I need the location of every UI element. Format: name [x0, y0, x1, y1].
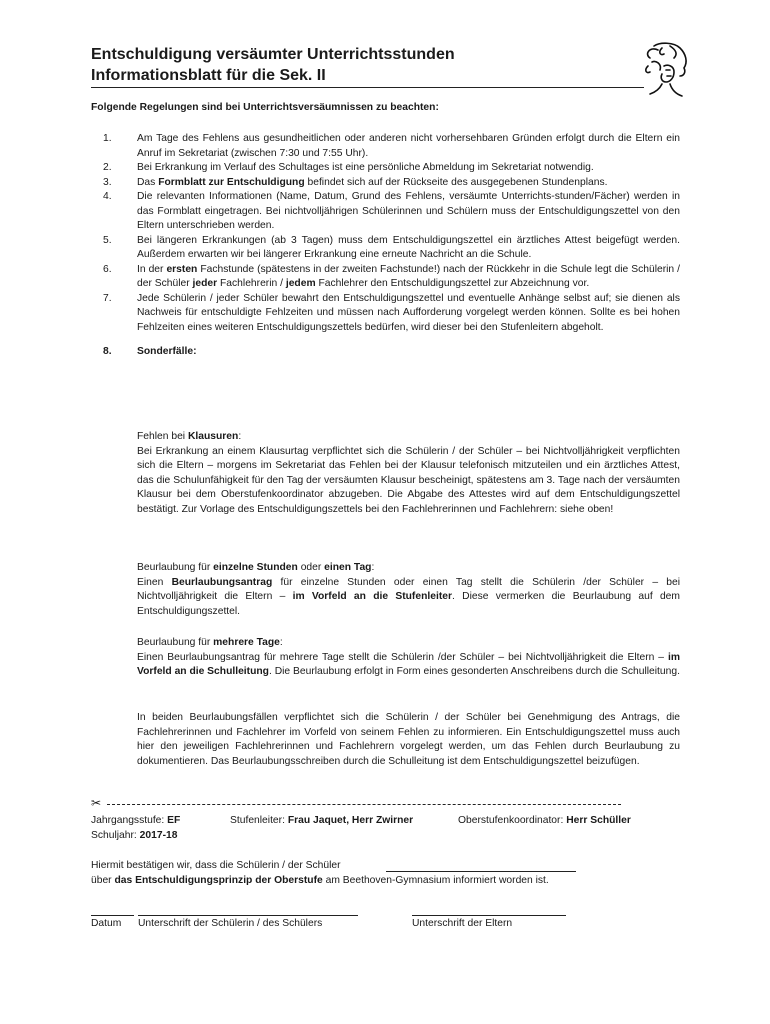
- rule-item: [91, 263, 680, 292]
- text-span: Beurlaubung für: [137, 637, 214, 648]
- rule-item: [91, 292, 680, 336]
- bold-text-span: im Vorfeld an die Stufenleiter: [292, 591, 452, 602]
- text-span: Fehlen bei: [137, 431, 188, 442]
- confirm-line-2: [91, 875, 549, 886]
- confirm-text-2-bold: das Entschuldigungsprinzip der Oberstufe: [114, 875, 323, 886]
- text-span: :: [279, 637, 283, 648]
- confirm-text-2-pre: über: [91, 875, 115, 886]
- scissors-icon: ✂: [91, 796, 102, 810]
- text-span: Einen: [137, 576, 172, 588]
- document-title: [91, 44, 643, 86]
- text-span: Bei Erkrankung an einem Klausurtag verpflichtet sich die Schülerin / der Schüler – bei Nichtvolljährigkeit verpflichten sich die Eltern – morgens im Sekretariat das Fehlen bei der Klausur telefonisch mitzuteilen und ein ärztliches Attest, das die Schulunfähigkeit für den Tag der versäumten Klausur bescheinigt, spätestens am 3. Tage nach der versäumten Klausur bei dem Oberstufenkoordinator abzugeben. Die Abgabe des Attestes wird auf dem Entschuldigungszettel bestätigt. Zur Vorlage des Entschuldigungszettels bei den Fachlehrerinnen und Fachlehrern: siehe oben!: [137, 445, 680, 515]
- rule-item: [91, 132, 680, 161]
- section-klausuren: [137, 430, 680, 517]
- text-span: :: [371, 562, 375, 573]
- rule-number: 5.: [103, 234, 112, 246]
- title-line-2: Informationsblatt für die Sek. II: [91, 67, 326, 84]
- text-span: für einzelne Stunden oder einen Tag stellt die Schülerin /der Schüler – bei Nichtvolljährigkeit die Eltern –: [137, 576, 681, 602]
- text-span: In beiden Beurlaubungsfällen verpflichtet sich die Schülerin / der Schüler bei Genehmigung des Antrags, die Fachlehrerinnen und Fachlehrer im Vorfeld von seinem Fehlen zu informieren. Ein Entschuldigungszettel muss auch hier den jeweiligen Fachlehrerinnen und Fachlehrern vorgelegt werden, um das Fehlen durch Beurlaubung zu dokumentieren. Das Beurlaubungsschreiben durch die Schulleitung ist dem Entschuldigungszettel beizufügen.: [137, 712, 680, 767]
- rule-number: 3.: [103, 176, 112, 188]
- dashed-divider: [107, 804, 621, 805]
- student-name-field[interactable]: [386, 871, 576, 872]
- bold-text-span: Klausuren: [187, 431, 239, 442]
- koordinator-label: Oberstufenkoordinator:: [458, 815, 564, 826]
- rule-text: [137, 190, 680, 234]
- schuljahr-label: Schuljahr:: [91, 830, 137, 841]
- section-einzelne-stunden: [137, 561, 680, 619]
- bold-text-span: jedem: [285, 278, 316, 289]
- rule-item: [91, 161, 680, 176]
- text-span: Die relevanten Informationen (Name, Datum, Grund des Fehlens, versäumte Unterrichts-stunden/Fächer) werden in das Formblatt eingetragen. Bei nichtvolljährigen Schülerinnen und Schülern muss der Entschuldigungszettel von den Eltern unterschrieben werden.: [137, 191, 680, 231]
- student-signature-label: Unterschrift der Schülerin / des Schülers: [138, 918, 323, 929]
- jahrgang-row: [91, 815, 180, 826]
- rule-text: [137, 176, 680, 191]
- student-signature-line[interactable]: [138, 915, 358, 916]
- bold-text-span: einzelne Stunden: [213, 562, 298, 573]
- rule-number: 4.: [103, 191, 112, 202]
- rule-item: [91, 190, 680, 234]
- parents-signature-label: Unterschrift der Eltern: [412, 918, 513, 929]
- section-mehrere-tage: [137, 636, 680, 680]
- stufenleiter-value: Frau Jaquet, Herr Zwirner: [287, 815, 414, 826]
- rule-text: [137, 263, 680, 292]
- text-span: Bei Erkrankung im Verlauf des Schultages ist eine persönliche Abmeldung im Sekretariat notwendig.: [137, 162, 594, 173]
- datum-label: Datum: [91, 918, 122, 929]
- rule-item: [91, 234, 680, 263]
- rule-number: 8.: [103, 346, 112, 357]
- rule-text: [137, 161, 680, 176]
- text-span: In der: [137, 263, 167, 275]
- cut-line: [91, 796, 621, 811]
- bold-text-span: im Vorfeld an die Schulleitung: [137, 651, 680, 677]
- text-span: Fachstunde (spätestens in der zweiten Fachstunde!) nach der Rückkehr in die Schule legt die Schülerin / der Schüler: [137, 263, 680, 289]
- rule-number: 7.: [103, 292, 112, 304]
- title-underline: [91, 87, 644, 88]
- text-span: Bei längeren Erkrankungen (ab 3 Tagen) muss dem Entschuldigungszettel ein ärztliches Attest beigefügt werden. Außerdem erwarten wir bei längerer Erkrankung eine erneute Nachricht an die Schule.: [137, 234, 680, 260]
- text-span: Fachlehrer den Entschuldigungszettel zur Abzeichnung vor.: [315, 278, 590, 289]
- rule-item: [91, 176, 680, 191]
- special-cases-title: Sonderfälle:: [137, 346, 197, 357]
- intro-text: Folgende Regelungen sind bei Unterrichtsversäumnissen zu beachten:: [91, 102, 439, 113]
- special-cases-heading: [91, 345, 680, 360]
- jahrgang-label: Jahrgangsstufe:: [91, 815, 165, 826]
- parents-signature-line[interactable]: [412, 915, 566, 916]
- text-span: . Die Beurlaubung erfolgt in Form eines gesonderten Anschreibens durch die Schulleitung.: [268, 666, 680, 677]
- bold-text-span: mehrere Tage: [213, 637, 280, 648]
- rule-text: [137, 292, 680, 336]
- stufenleiter-row: [230, 815, 413, 826]
- confirm-text-2-post: am Beethoven-Gymnasium informiert worden ist.: [322, 875, 549, 886]
- bold-text-span: ersten: [166, 263, 198, 275]
- rule-text: [137, 132, 680, 161]
- text-span: . Diese vermerken die Beurlaubung auf dem Entschuldigungszettel.: [137, 591, 680, 617]
- beethoven-portrait-icon: [640, 40, 692, 98]
- bold-text-span: einen Tag: [324, 562, 372, 573]
- text-span: Das: [137, 176, 159, 188]
- confirm-line-1: [91, 860, 341, 871]
- bold-text-span: jeder: [192, 278, 218, 289]
- datum-signature-line[interactable]: [91, 915, 134, 916]
- text-span: Einen Beurlaubungsantrag für mehrere Tage stellt die Schülerin /der Schüler – bei Nichtvolljährigkeit die Eltern –: [137, 651, 668, 663]
- schuljahr-value: 2017-18: [139, 830, 178, 841]
- confirm-text-1: Hiermit bestätigen wir, dass die Schülerin / der Schüler: [91, 860, 341, 871]
- text-span: Jede Schülerin / jeder Schüler bewahrt den Entschuldigungszettel und eventuelle Anhänge selbst auf; sie dienen als Nachweis für entschuldigte Fehlzeiten und müssen nach Aufforderung vorgelegt werden können. Sollte es bei hohen Fehlzeiten eines weiteren Entschuldigungszettels bedürfen, wird dieser bei den Stufenleitern abgeholt.: [137, 292, 680, 333]
- koordinator-row: [458, 815, 631, 826]
- stufenleiter-label: Stufenleiter:: [230, 815, 285, 826]
- section-beide-faelle: [137, 711, 680, 769]
- schuljahr-row: [91, 830, 177, 841]
- rule-number: 2.: [103, 162, 112, 173]
- title-line-1: Entschuldigung versäumter Unterrichtsstunden: [91, 46, 455, 63]
- rule-number: 6.: [103, 263, 112, 275]
- text-span: Fachlehrerin /: [217, 278, 286, 289]
- koordinator-value: Herr Schüller: [566, 815, 631, 826]
- jahrgang-value: EF: [167, 815, 181, 826]
- text-span: Am Tage des Fehlens aus gesundheitlichen oder anderen nicht vorhersehbaren Gründen erfolgt durch die Eltern ein Anruf im Sekretariat (zwischen 7:30 und 7:55 Uhr).: [137, 133, 680, 159]
- bold-text-span: Formblatt zur Entschuldigung: [158, 176, 305, 188]
- text-span: befindet sich auf der Rückseite des ausgegebenen Stundenplans.: [304, 176, 608, 188]
- text-span: :: [238, 431, 242, 442]
- rule-text: [137, 234, 680, 263]
- rule-number: 1.: [103, 133, 112, 144]
- text-span: oder: [297, 562, 325, 573]
- bold-text-span: Beurlaubungsantrag: [171, 576, 273, 588]
- text-span: Beurlaubung für: [137, 562, 214, 573]
- rules-list: [91, 132, 680, 360]
